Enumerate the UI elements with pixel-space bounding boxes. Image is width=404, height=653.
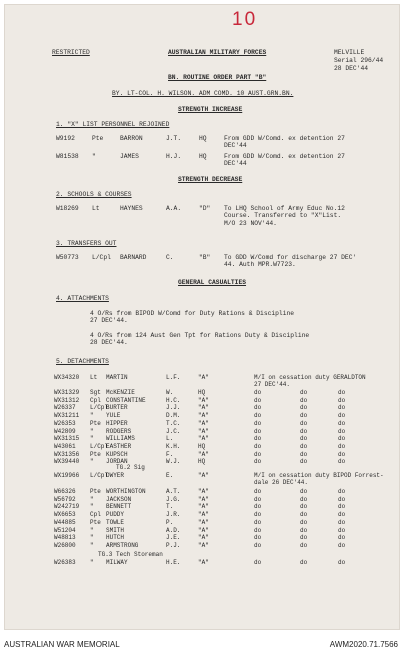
- surname: TOWLE: [106, 518, 125, 526]
- rank: Pte: [90, 450, 101, 458]
- rank: Cpl: [90, 511, 101, 519]
- unit: "A": [198, 427, 209, 435]
- detachment-record: [4, 389, 400, 396]
- service-number: W66326: [54, 488, 76, 495]
- unit: "A": [198, 488, 209, 495]
- ditto-3: do: [338, 412, 346, 420]
- unit: "A": [198, 495, 209, 503]
- ditto-2: do: [300, 559, 308, 566]
- service-number: W18269: [56, 205, 79, 212]
- rank: Lt: [90, 374, 98, 381]
- surname: WILLIAMS: [106, 435, 135, 443]
- record-description: M/I on cessation duty BIPOD Forrest- dale 26 DEC'44.: [254, 472, 384, 487]
- ditto-2: do: [300, 503, 308, 511]
- detachment-record: [4, 412, 400, 419]
- surname: WORTHINGTON: [106, 488, 146, 495]
- record-description: M/I on cessation duty GERALDTON 27 DEC'44.: [254, 374, 366, 389]
- rank: L/Cpl: [90, 472, 109, 479]
- ditto-2: do: [300, 442, 308, 450]
- serial-number: Serial 296/44: [334, 57, 384, 64]
- ditto-2: do: [300, 435, 308, 443]
- ditto-2: do: [300, 495, 308, 503]
- detachment-record: [4, 511, 400, 518]
- subgroup-label: TG.3 Tech Storeman: [98, 551, 163, 558]
- location: MELVILLE: [334, 49, 365, 56]
- initials: W.: [166, 389, 174, 396]
- ditto-3: do: [338, 404, 346, 412]
- initials: L.F.: [166, 374, 181, 381]
- initials: T.C.: [166, 419, 181, 427]
- ditto-1: do: [254, 511, 262, 519]
- detachment-lead-record: [4, 374, 400, 389]
- initials: T.: [166, 503, 174, 511]
- unit: "A": [198, 435, 209, 443]
- ditto-3: do: [338, 442, 346, 450]
- unit: "A": [198, 559, 209, 566]
- initials: J.E.: [166, 534, 181, 542]
- rank: Lt: [92, 205, 100, 212]
- ditto-3: do: [338, 435, 346, 443]
- ditto-2: do: [300, 396, 308, 404]
- ditto-1: do: [254, 458, 262, 466]
- surname: DWYER: [106, 472, 125, 479]
- ditto-3: do: [338, 419, 346, 427]
- ditto-3: do: [338, 427, 346, 435]
- document-page: [4, 4, 400, 630]
- ditto-3: do: [338, 389, 346, 396]
- service-number: WX31312: [54, 396, 80, 404]
- rank: ": [90, 503, 94, 511]
- rank: Pte: [90, 419, 101, 427]
- unit: HQ: [198, 389, 206, 396]
- ditto-3: do: [338, 450, 346, 458]
- strength-increase-heading: STRENGTH INCREASE: [178, 106, 243, 113]
- ditto-1: do: [254, 404, 262, 412]
- rank: ": [90, 534, 94, 542]
- unit: "A": [198, 518, 209, 526]
- section-heading: 5. DETACHMENTS: [56, 358, 109, 365]
- ditto-2: do: [300, 511, 308, 519]
- rank: Cpl: [90, 396, 101, 404]
- unit: "A": [198, 472, 209, 479]
- order-date: 28 DEC'44: [334, 65, 369, 72]
- ditto-2: do: [300, 404, 308, 412]
- initials: P.J.: [166, 541, 181, 549]
- detachment-record: [4, 420, 400, 427]
- record-description: From GDD W/Comd. ex detention 27 DEC'44: [224, 153, 345, 168]
- record-description: From GDD W/Comd. ex detention 27 DEC'44: [224, 135, 345, 150]
- ditto-3: do: [338, 534, 346, 542]
- service-number: W26383: [54, 559, 76, 566]
- rank: Pte: [92, 135, 104, 142]
- subgroup-label: TG.2 Sig: [116, 464, 145, 471]
- record-description: To LHQ School of Army Educ No.12 Course. Transferred to "X"List. M/O 23 NOV'44.: [224, 205, 345, 227]
- service-number: WX31329: [54, 389, 80, 396]
- ditto-2: do: [300, 389, 308, 396]
- surname: BENNETT: [106, 503, 132, 511]
- surname: HUTCH: [106, 534, 125, 542]
- ditto-1: do: [254, 495, 262, 503]
- ditto-3: do: [338, 488, 346, 495]
- unit: "D": [199, 205, 211, 212]
- attachment-line: 4 O/Rs from BIPOD W/Comd for Duty Rations & Discipline 27 DEC'44.: [90, 310, 295, 325]
- unit: "A": [198, 419, 209, 427]
- unit: HQ: [198, 442, 206, 450]
- ditto-1: do: [254, 389, 262, 396]
- ditto-2: do: [300, 458, 308, 466]
- unit: "A": [198, 526, 209, 534]
- section-heading: 1. "X" LIST PERSONNEL REJOINED: [56, 121, 170, 128]
- service-number: WX31315: [54, 435, 80, 443]
- attachment-line: 4 O/Rs from 124 Aust Gen Tpt for Rations Duty & Discipline 28 DEC'44.: [90, 332, 310, 347]
- surname: PUDDY: [106, 511, 125, 519]
- ditto-1: do: [254, 541, 262, 549]
- detachment-record: [4, 534, 400, 541]
- surname: BURTER: [106, 404, 128, 412]
- unit: "A": [198, 503, 209, 511]
- initials: A.D.: [166, 526, 181, 534]
- detachment-record: [4, 458, 400, 465]
- service-number: W50773: [56, 254, 79, 261]
- unit: "A": [198, 541, 209, 549]
- rank: L/Cpl: [92, 254, 111, 261]
- ditto-1: do: [254, 526, 262, 534]
- unit: "A": [198, 534, 209, 542]
- service-number: WX19966: [54, 472, 80, 479]
- service-number: W43061: [54, 442, 76, 450]
- footer-accession-number: AWM2020.71.7566: [329, 640, 398, 649]
- ditto-3: do: [338, 526, 346, 534]
- ditto-2: do: [300, 450, 308, 458]
- initials: A.A.: [166, 205, 182, 212]
- rank: ": [90, 541, 94, 549]
- ditto-1: do: [254, 419, 262, 427]
- detachment-record: [4, 496, 400, 503]
- initials: D.M.: [166, 412, 181, 420]
- ditto-3: do: [338, 458, 346, 466]
- initials: F.: [166, 450, 174, 458]
- rank: ": [90, 435, 94, 443]
- rank: Pte: [90, 488, 101, 495]
- page-number: 10: [232, 9, 258, 30]
- initials: K.H.: [166, 442, 181, 450]
- ditto-3: do: [338, 559, 346, 566]
- ditto-1: do: [254, 450, 262, 458]
- service-number: W9192: [56, 135, 75, 142]
- ditto-3: do: [338, 495, 346, 503]
- ditto-1: do: [254, 518, 262, 526]
- surname: CONSTANTINE: [106, 396, 146, 404]
- unit: HQ: [198, 458, 206, 466]
- rank: ": [90, 526, 94, 534]
- rank: ": [92, 153, 96, 160]
- service-number: W42809: [54, 427, 76, 435]
- ditto-2: do: [300, 419, 308, 427]
- initials: J.R.: [166, 511, 181, 519]
- unit: HQ: [199, 153, 207, 160]
- surname: HAYNES: [120, 205, 143, 212]
- initials: A.T.: [166, 488, 181, 495]
- detachment-record: [4, 527, 400, 534]
- unit: "A": [198, 404, 209, 412]
- surname: KUPSCH: [106, 450, 128, 458]
- detachment-record: [4, 443, 400, 450]
- detachment-record: [4, 428, 400, 435]
- service-number: W26337: [54, 404, 76, 412]
- surname: MILWAY: [106, 559, 128, 566]
- unit: "A": [198, 396, 209, 404]
- service-number: W56792: [54, 495, 76, 503]
- surname: SMITH: [106, 526, 125, 534]
- service-number: WX39440: [54, 458, 80, 466]
- restricted-label: RESTRICTED: [52, 49, 90, 56]
- ditto-1: do: [254, 503, 262, 511]
- surname: JAMES: [120, 153, 139, 160]
- service-number: W242719: [54, 503, 80, 511]
- surname: ARMSTRONG: [106, 541, 139, 549]
- rank: Pte: [90, 518, 101, 526]
- detachment-record: [4, 542, 400, 549]
- unit: "A": [198, 511, 209, 519]
- force-title: AUSTRALIAN MILITARY FORCES: [168, 49, 267, 56]
- footer: [0, 637, 404, 653]
- ditto-2: do: [300, 534, 308, 542]
- service-number: W44885: [54, 518, 76, 526]
- ditto-1: do: [254, 559, 262, 566]
- ditto-1: do: [254, 435, 262, 443]
- rank: L/Cpl: [90, 442, 109, 450]
- surname: YULE: [106, 412, 121, 420]
- rank: L/Cpl: [90, 404, 109, 412]
- unit: "A": [198, 450, 209, 458]
- strength-decrease-heading: STRENGTH DECREASE: [178, 176, 243, 183]
- detachment-record: [4, 559, 400, 566]
- ditto-1: do: [254, 412, 262, 420]
- detachment-record: [4, 435, 400, 442]
- order-title: BN. ROUTINE ORDER PART "B": [168, 74, 267, 81]
- unit: "B": [199, 254, 211, 261]
- surname: BARNARD: [120, 254, 147, 261]
- ditto-1: do: [254, 427, 262, 435]
- detachment-record: [4, 404, 400, 411]
- rank: ": [90, 559, 94, 566]
- service-number: WX31211: [54, 412, 80, 420]
- service-number: W51204: [54, 526, 76, 534]
- detachment-record: [4, 519, 400, 526]
- general-casualties-heading: GENERAL CASUALTIES: [178, 279, 247, 286]
- unit: "A": [198, 412, 209, 420]
- service-number: W26353: [54, 419, 76, 427]
- initials: H.C.: [166, 396, 181, 404]
- footer-institution: AUSTRALIAN WAR MEMORIAL: [4, 640, 120, 649]
- detachment-lead-record: [4, 472, 400, 487]
- surname: BARRON: [120, 135, 143, 142]
- initials: W.J.: [166, 458, 181, 466]
- section-heading: 3. TRANSFERS OUT: [56, 240, 117, 247]
- surname: JACKSON: [106, 495, 132, 503]
- ditto-1: do: [254, 534, 262, 542]
- initials: E.: [166, 472, 174, 479]
- document-body: [4, 4, 400, 630]
- ditto-1: do: [254, 396, 262, 404]
- ditto-2: do: [300, 412, 308, 420]
- ditto-2: do: [300, 541, 308, 549]
- order-by: BY. LT-COL. H. WILSON. ADM COMD. 10 AUST.GRN.BN.: [112, 90, 294, 97]
- service-number: WX31356: [54, 450, 80, 458]
- unit: "A": [198, 374, 209, 381]
- ditto-2: do: [300, 488, 308, 495]
- surname: RODGERS: [106, 427, 132, 435]
- initials: J.T.: [166, 135, 182, 142]
- rank: Sgt: [90, 389, 101, 396]
- ditto-3: do: [338, 541, 346, 549]
- initials: J.J.: [166, 404, 181, 412]
- ditto-2: do: [300, 518, 308, 526]
- initials: J.G.: [166, 495, 181, 503]
- initials: J.C.: [166, 427, 181, 435]
- surname: HIPPER: [106, 419, 128, 427]
- ditto-3: do: [338, 396, 346, 404]
- initials: P.: [166, 518, 174, 526]
- surname: JORDAN: [106, 458, 128, 466]
- initials: H.E.: [166, 559, 181, 566]
- ditto-2: do: [300, 526, 308, 534]
- ditto-3: do: [338, 511, 346, 519]
- ditto-3: do: [338, 518, 346, 526]
- detachment-record: [4, 488, 400, 495]
- ditto-1: do: [254, 442, 262, 450]
- service-number: WX34320: [54, 374, 80, 381]
- rank: ": [90, 458, 94, 466]
- rank: ": [90, 427, 94, 435]
- ditto-1: do: [254, 488, 262, 495]
- service-number: W81538: [56, 153, 79, 160]
- detachment-record: [4, 503, 400, 510]
- section-heading: 2. SCHOOLS & COURSES: [56, 191, 132, 198]
- record-description: To GDD W/Comd for discharge 27 DEC' 44. Auth MPR.W7723.: [224, 254, 357, 269]
- initials: C.: [166, 254, 174, 261]
- ditto-2: do: [300, 427, 308, 435]
- initials: H.J.: [166, 153, 182, 160]
- detachment-record: [4, 397, 400, 404]
- surname: McKENZIE: [106, 389, 135, 396]
- detachment-record: [4, 451, 400, 458]
- initials: L.: [166, 435, 174, 443]
- service-number: WX6653: [54, 511, 76, 519]
- section-heading: 4. ATTACHMENTS: [56, 295, 109, 302]
- rank: ": [90, 495, 94, 503]
- surname: EASTHER: [106, 442, 132, 450]
- surname: MARTIN: [106, 374, 128, 381]
- service-number: W26800: [54, 541, 76, 549]
- unit: HQ: [199, 135, 207, 142]
- rank: ": [90, 412, 94, 420]
- service-number: W48813: [54, 534, 76, 542]
- ditto-3: do: [338, 503, 346, 511]
